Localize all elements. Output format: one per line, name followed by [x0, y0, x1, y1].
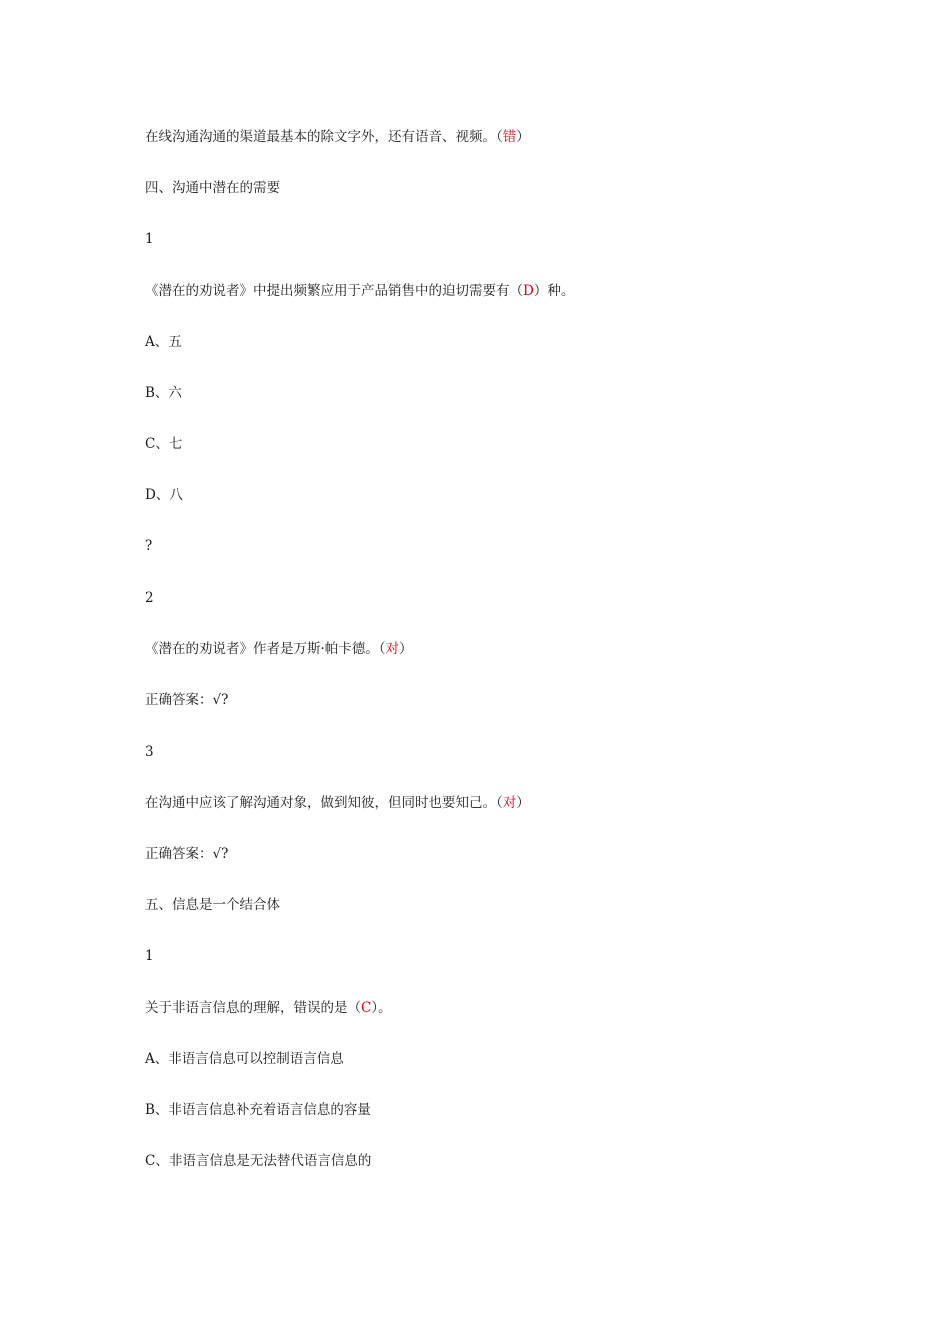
option-c: C、非语言信息是无法替代语言信息的 [145, 1153, 372, 1169]
question-number: 3 [145, 744, 154, 760]
question-stem: 《潜在的劝说者》作者是万斯·帕卡德。（ [145, 641, 386, 657]
question-number: 1 [145, 948, 154, 964]
statement-text: 在线沟通沟通的渠道最基本的除文字外，还有语音、视频。（ [145, 129, 503, 145]
question-text [145, 281, 574, 301]
answer-mark: D [523, 283, 534, 299]
question-stem-end: ） [516, 795, 530, 811]
statement-online-channels [145, 127, 530, 147]
correct-answer: 正确答案：√? [145, 692, 229, 708]
question-stem-end: ） [399, 641, 413, 657]
option-d: D、八 [145, 487, 183, 503]
option-a: A、五 [145, 334, 182, 350]
statement-text-end: ） [516, 129, 530, 145]
question-stem: 关于非语言信息的理解，错误的是（ [145, 1000, 361, 1016]
question-text [145, 639, 413, 659]
correct-answer: 正确答案：√? [145, 846, 229, 862]
question-text [145, 998, 392, 1018]
option-b: B、六 [145, 385, 182, 401]
option-c: C、七 [145, 436, 183, 452]
answer-mark: 对 [385, 641, 400, 657]
answer-mark: 错 [502, 129, 517, 145]
option-a: A、非语言信息可以控制语言信息 [145, 1051, 344, 1067]
question-number: 1 [145, 231, 154, 247]
option-b: B、非语言信息补充着语言信息的容量 [145, 1102, 371, 1118]
question-mark-line: ? [145, 538, 153, 554]
section-heading-4: 四、沟通中潜在的需要 [145, 180, 280, 196]
question-stem-end: ）。 [371, 1000, 392, 1016]
question-stem: 《潜在的劝说者》中提出频繁应用于产品销售中的迫切需要有（ [145, 283, 523, 299]
answer-mark: 对 [502, 795, 517, 811]
question-number: 2 [145, 590, 154, 606]
answer-mark: C [361, 1000, 372, 1016]
question-stem-end: ）种。 [533, 283, 575, 299]
question-text [145, 793, 530, 813]
section-heading-5: 五、信息是一个结合体 [145, 897, 280, 913]
question-stem: 在沟通中应该了解沟通对象，做到知彼，但同时也要知己。（ [145, 795, 503, 811]
